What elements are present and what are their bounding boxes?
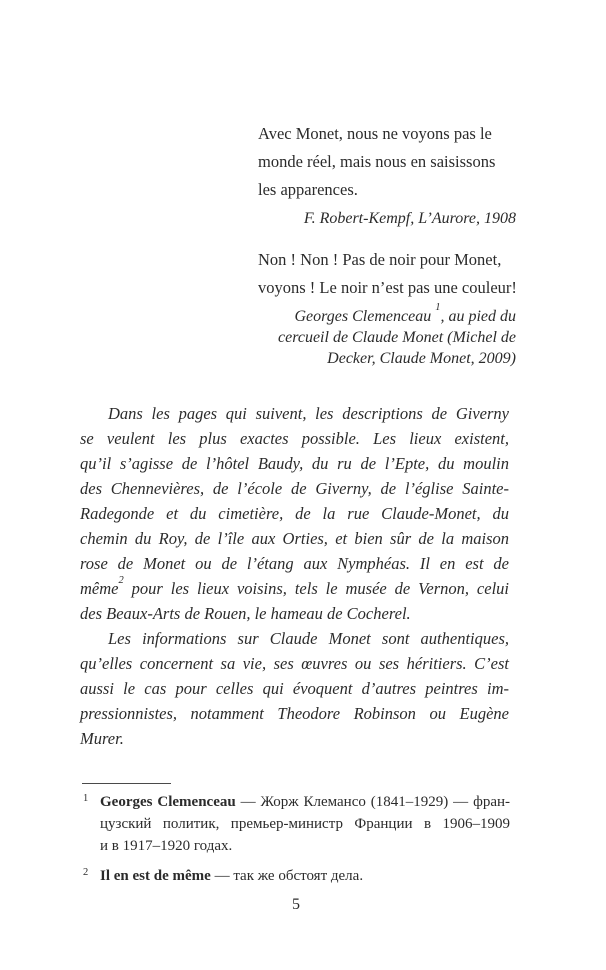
text-line: se veulent les plus exactes possible. Les lieux existent,	[80, 429, 509, 448]
quote-line: les apparences.	[258, 180, 358, 199]
text-segment: même	[80, 579, 119, 598]
footnote-1	[80, 791, 510, 857]
text-line: Murer.	[80, 729, 124, 748]
text-line: chemin du Roy, de l’île aux Orties, et bien sûr de la maison	[80, 529, 509, 548]
footnote-reference-1: 1	[435, 301, 441, 313]
footnote-separator	[82, 783, 171, 784]
epigraph-2-attribution	[258, 301, 516, 369]
page-number: 5	[292, 896, 300, 913]
text-line: aussi le cas pour celles qui évoquent d’autres peintres im-	[80, 679, 509, 698]
quote-line: voyons ! Le noir n’est pas une couleur!	[258, 278, 517, 297]
footnote-term: Il en est de même	[100, 868, 211, 884]
footnote-2	[80, 865, 510, 887]
attribution-text: Georges Clemenceau	[294, 308, 436, 325]
quote-line: monde réel, mais nous en saisissons	[258, 152, 496, 171]
text-line: Radegonde et du cimetière, de la rue Claude-Monet, du	[80, 504, 509, 523]
text-line: des Beaux-Arts de Rouen, le hameau de Cocherel.	[80, 604, 411, 623]
attribution-line: cercueil de Claude Monet (Michel de	[278, 329, 516, 346]
footnote-line	[100, 791, 510, 813]
footnote-2-marker: 2	[83, 867, 89, 878]
quote-line: Avec Monet, nous ne voyons pas le	[258, 124, 492, 143]
epigraph-1-quote	[258, 120, 516, 204]
text-line	[80, 576, 509, 601]
footnote-definition: — Жорж Клемансо (1841–1929) — фран-	[235, 794, 510, 810]
text-line: pressionnistes, notamment Theodore Robinson ou Eugène	[80, 704, 509, 723]
footnote-definition: — так же обстоят дела.	[210, 868, 364, 884]
text-line: qu’elles concernent sa vie, ses œuvres ou ses héritiers. C’est	[80, 654, 509, 673]
epigraph-section	[258, 120, 516, 369]
text-line: Les informations sur Claude Monet sont authentiques,	[108, 629, 509, 648]
text-line: des Chennevières, de l’école de Giverny, de l’église Sainte-	[80, 479, 509, 498]
footnote-line: цузский политик, премьер-министр Франции в 1906–1909	[100, 816, 510, 832]
attribution-line	[258, 301, 516, 327]
text-line: qu’il s’agisse de l’hôtel Baudy, du ru de l’Epte, du moulin	[80, 454, 509, 473]
epigraph-1	[258, 120, 516, 229]
quote-line: Non ! Non ! Pas de noir pour Monet,	[258, 250, 502, 269]
attribution-line: F. Robert-Kempf, L’Aurore, 1908	[303, 210, 516, 227]
footnote-line	[100, 865, 510, 887]
footnote-2-text	[100, 865, 510, 887]
paragraph-2	[80, 626, 509, 751]
attribution-line: Decker, Claude Monet, 2009)	[327, 350, 516, 367]
attribution-text: , au pied du	[440, 308, 516, 325]
footnotes-section	[80, 770, 510, 887]
footnote-1-marker: 1	[83, 793, 89, 804]
text-segment: pour les lieux voisins, tels le musée de Vernon, celui	[123, 579, 509, 598]
paragraph-1	[80, 401, 509, 626]
main-text	[80, 401, 509, 751]
text-line: rose de Monet ou de l’étang aux Nymphéas. Il en est de	[80, 554, 509, 573]
epigraph-2	[258, 246, 516, 369]
epigraph-1-attribution	[258, 208, 516, 229]
footnote-term: Georges Clemenceau	[100, 794, 236, 810]
footnote-line: и в 1917–1920 годах.	[100, 838, 233, 854]
text-line: Dans les pages qui suivent, les descriptions de Giverny	[108, 404, 509, 423]
footnote-reference-2: 2	[118, 574, 124, 586]
epigraph-2-quote	[258, 246, 516, 302]
footnote-1-text	[100, 791, 510, 857]
